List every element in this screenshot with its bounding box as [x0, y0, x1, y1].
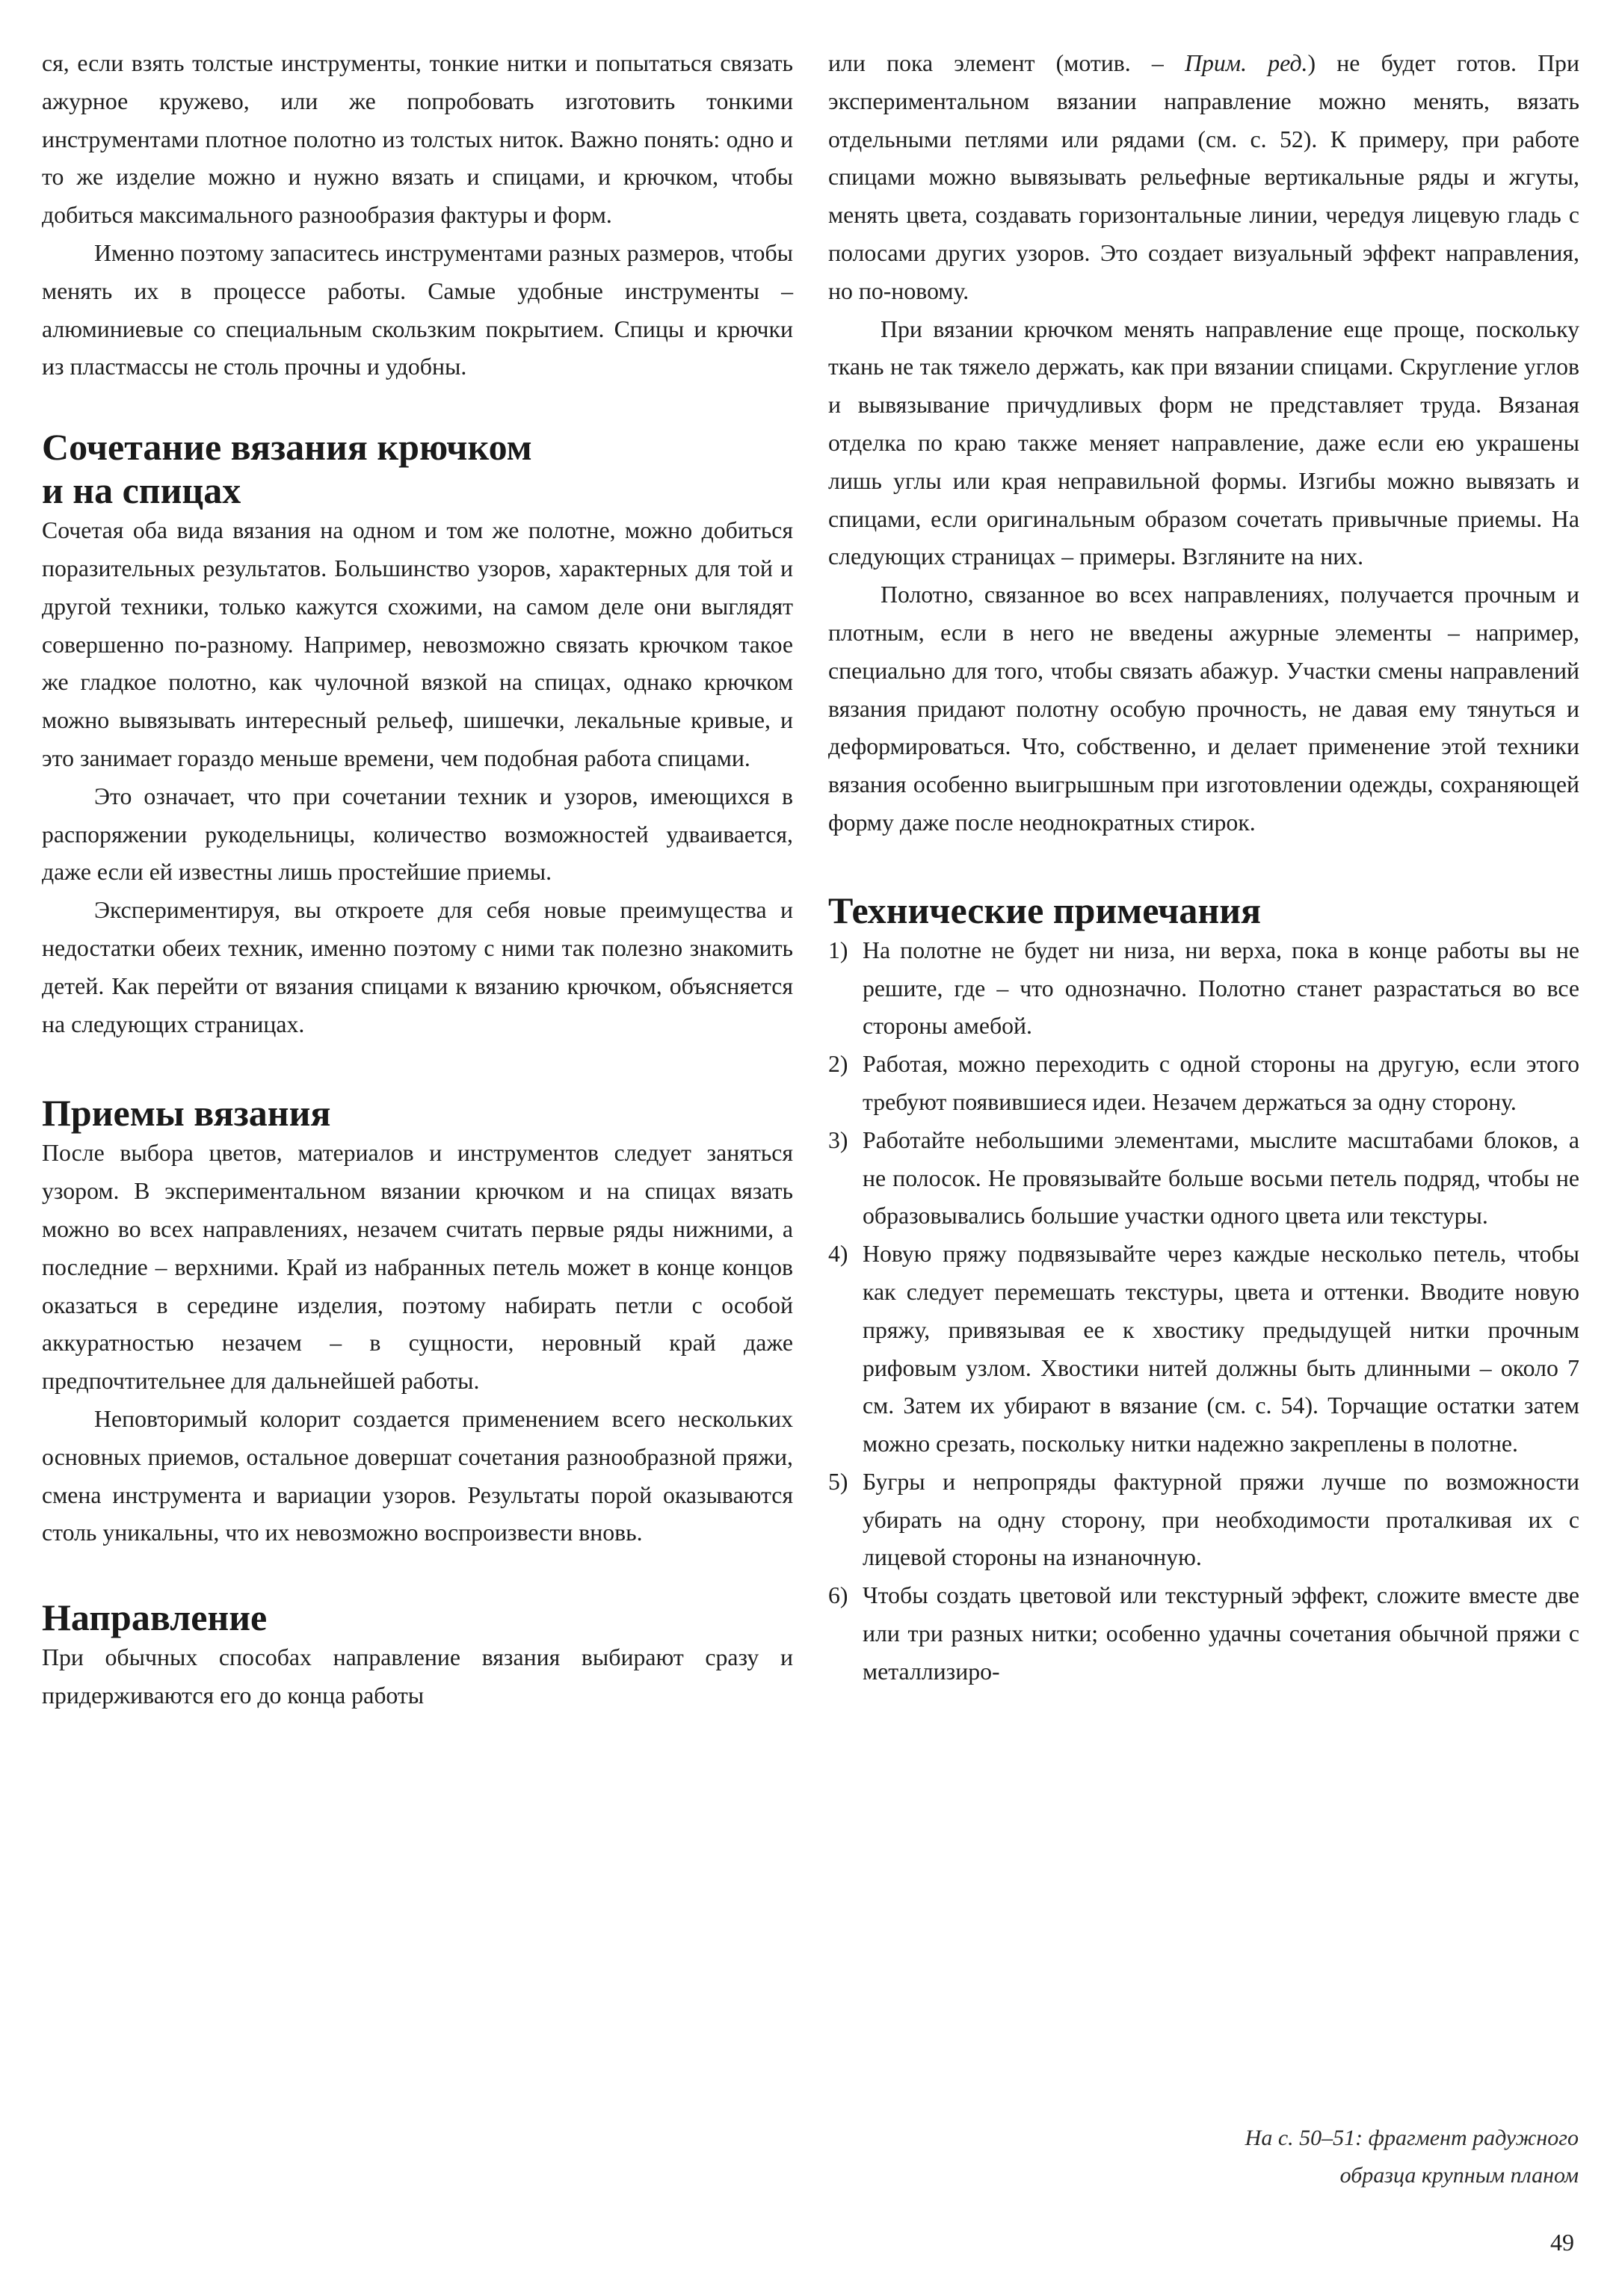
- paragraph: ся, если взять толстые инструменты, тонкие нитки и попытаться связать ажурное кружево, или же попробовать изготовить тонкими инструментами плотное полотно из толстых ниток. Важно понять: одно и то же изделие можно и нужно вязать и спицами, и крючком, чтобы добиться максимального разнообразия фактуры и форм.: [42, 50, 793, 229]
- paragraph: При обычных способах направление вязания выбирают сразу и придерживаются его до конца работы: [42, 1644, 793, 1709]
- caption-line: На с. 50–51: фрагмент радужного: [1245, 2126, 1579, 2150]
- paragraph: При вязании крючком менять направление еще проще, поскольку ткань не так тяжело держать, как при вязании спицами. Скругление углов и вывязывание причудливых форм не представляет труда. Вязаная отделка по краю также меняет направление, даже если ею украшены лишь углы или края неправильной формы. Изгибы можно вывязать и спицами, если оригинальным образом сочетать привычные приемы. На следующих страницах – примеры. Взгляните на них.: [828, 315, 1579, 570]
- heading-direction: Направление: [42, 1596, 268, 1639]
- text-run: ) не будет готов. При экспериментальном вязании направление можно менять, вязать отдельными петлями или рядами (см. с. 52). К примеру, при работе спицами можно вывязывать рельефные вертикальные ряды и жгуты, менять цвета, создавать горизонтальные линии, чередуя лицевую гладь с полосами других узоров. Это создает визуальный эффект направления, но по-новому.: [828, 50, 1579, 304]
- paragraph: [828, 45, 1579, 311]
- page-number: 49: [1550, 2229, 1574, 2256]
- right-column: [828, 45, 1579, 1691]
- paragraph: После выбора цветов, материалов и инструментов следует заняться узором. В экспериментальном вязании крючком и на спицах вязать можно во всех направлениях, незачем считать первые ряды нижними, а последние – верхними. Край из набранных петель может в конце концов оказаться в середине изделия, поэтому набирать петли с особой аккуратностью незачем – в сущности, неровный край даже предпочтительнее для дальнейшей работы.: [42, 1140, 793, 1395]
- list-item: [828, 1046, 1579, 1122]
- list-text: На полотне не будет ни низа, ни верха, пока в конце работы вы не решите, где – что однозначно. Полотно станет разрастаться во все стороны амебой.: [863, 936, 1579, 1040]
- paragraph: Сочетая оба вида вязания на одном и том же полотне, можно добиться поразительных результатов. Большинство узоров, характерных для той и другой техники, только кажутся схожими, на самом деле они выглядят совершенно по-разному. Например, невозможно связать крючком такое же гладкое полотно, как чулочной вязкой на спицах, однако крючком можно вывязывать интересный рельеф, шишечки, лекальные кривые, и это занимает гораздо меньше времени, чем подобная работа спицами.: [42, 517, 793, 771]
- list-number: 5): [828, 1468, 848, 1495]
- technical-notes-list: [828, 932, 1579, 1691]
- heading-line: Сочетание вязания крючком: [42, 426, 532, 469]
- caption-line: образца крупным планом: [1339, 2163, 1579, 2188]
- heading-knitting-techniques: Приемы вязания: [42, 1092, 331, 1135]
- paragraph: Экспериментируя, вы откроете для себя новые преимущества и недостатки обеих техник, именно поэтому с ними так полезно знакомить детей. Как перейти от вязания спицами к вязанию крючком, объясняется на следующих страницах.: [42, 897, 793, 1037]
- heading-line: и на спицах: [42, 469, 241, 512]
- list-number: 3): [828, 1126, 848, 1153]
- heading-technical-notes: Технические примечания: [828, 889, 1262, 931]
- paragraph: Неповторимый колорит создается применением всего нескольких основных приемов, остальное довершат сочетания разнообразной пряжи, смена инструмента и вариации узоров. Результаты порой оказываются столь уникальны, что их невозможно воспроизвести вновь.: [42, 1405, 793, 1546]
- heading-crochet-and-knitting: [42, 425, 793, 512]
- paragraph: Полотно, связанное во всех направлениях, получается прочным и плотным, если в него не введены ажурные элементы – например, специально для того, чтобы связать абажур. Участки смены направлений вязания придают полотну особую прочность, не давая ему тянуться и деформироваться. Что, собственно, и делает применение этой техники вязания особенно выигрышным при изготовлении одежды, сохраняющей форму даже после неоднократных стирок.: [828, 581, 1579, 836]
- list-text: Чтобы создать цветовой или текстурный эффект, сложите вместе две или три разных нитки; особенно удачны сочетания обычной пряжи с металлизиро-: [863, 1582, 1579, 1685]
- list-number: 2): [828, 1051, 848, 1078]
- list-number: 6): [828, 1582, 848, 1609]
- paragraph: Именно поэтому запаситесь инструментами разных размеров, чтобы менять их в процессе работы. Самые удобные инструменты – алюминиевые со специальным скользким покрытием. Спицы и крючки из пластмассы не столь прочны и удобны.: [42, 239, 793, 380]
- list-item: [828, 1235, 1579, 1463]
- list-text: Бугры и непропряды фактурной пряжи лучше по возможности убирать на одну сторону, при необходимости проталкивая их с лицевой стороны на изнаночную.: [863, 1468, 1579, 1571]
- list-item: [828, 1577, 1579, 1691]
- left-column: [42, 45, 793, 1715]
- list-number: 4): [828, 1241, 848, 1268]
- list-text: Работайте небольшими элементами, мыслите масштабами блоков, а не полосок. Не провязывайте больше восьми петель подряд, чтобы не образовывались большие участки одного цвета или текстуры.: [863, 1126, 1579, 1229]
- editor-note: Прим. ред.: [1185, 50, 1308, 76]
- photo-caption: [1046, 2120, 1579, 2194]
- list-item: [828, 1463, 1579, 1577]
- list-number: 1): [828, 936, 848, 963]
- paragraph: Это означает, что при сочетании техник и узоров, имеющихся в распоряжении рукодельницы, количество возможностей удваивается, даже если ей известны лишь простейшие приемы.: [42, 783, 793, 886]
- list-item: [828, 932, 1579, 1046]
- list-item: [828, 1122, 1579, 1235]
- list-text: Новую пряжу подвязывайте через каждые несколько петель, чтобы как следует перемешать текстуры, цвета и оттенки. Вводите новую пряжу, привязывая ее к хвостику предыдущей нитки прочным рифовым узлом. Хвостики нитей должны быть длинными – около 7 см. Затем их убирают в вязание (см. с. 54). Торчащие остатки затем можно срезать, поскольку нитки надежно закреплены в полотне.: [863, 1241, 1579, 1457]
- list-text: Работая, можно переходить с одной стороны на другую, если этого требуют появившиеся идеи. Незачем держаться за одну сторону.: [863, 1051, 1579, 1115]
- text-run: или пока элемент (мотив. –: [828, 50, 1185, 76]
